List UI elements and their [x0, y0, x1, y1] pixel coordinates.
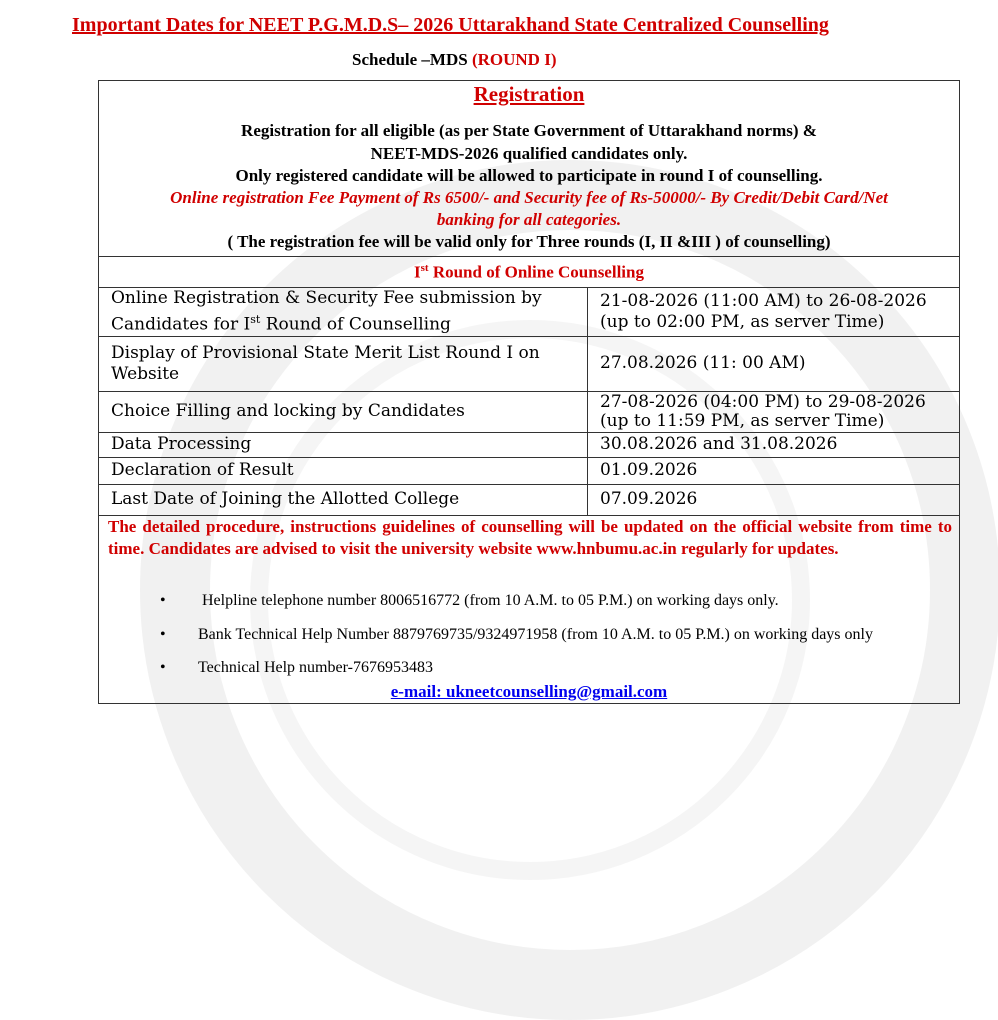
round-heading-sup: st: [420, 262, 429, 274]
date-text: 27.08.2026 (11: 00 AM): [600, 353, 806, 374]
schedule-table: [98, 287, 960, 516]
date-cell: 01.09.2026: [588, 457, 960, 484]
date-cell: 30.08.2026 and 31.08.2026: [588, 432, 960, 457]
registration-fee-line-2: banking for all categories.: [436, 210, 622, 229]
date-cell: [588, 288, 960, 337]
event-text-sup: st: [250, 313, 261, 326]
date-cell: [588, 336, 960, 391]
event-text: Choice Filling and locking by Candidates: [111, 401, 465, 422]
notice-text: The detailed procedure, instructions guidelines of counselling will be updated on the official website from time to time. Candidates are advised to visit the university website www.hnbumu.ac.in regularly for updates.: [108, 517, 952, 558]
event-text-part: Candidates for I: [111, 314, 251, 335]
round-heading: [98, 262, 960, 283]
page-title: Important Dates for NEET P.G.M.D.S– 2026 Uttarakhand State Centralized Counselling: [72, 14, 829, 36]
schedule-heading: [352, 50, 557, 70]
date-text-2: (up to 11:59 PM, as server Time): [600, 410, 885, 431]
registration-validity: ( The registration fee will be valid only for Three rounds (I, II &III ) of counselling): [227, 232, 831, 251]
bullet-icon: •: [160, 626, 166, 643]
event-text-2: Website: [111, 363, 180, 384]
registration-fee-line-1: Online registration Fee Payment of Rs 6500/- and Security fee of Rs-50000/- By Credit/Debit Card/Net: [170, 188, 888, 207]
round-heading-suffix: Round of Online Counselling: [428, 262, 644, 282]
registration-line-1: Registration for all eligible (as per State Government of Uttarakhand norms) &: [241, 121, 817, 140]
round-heading-prefix: I: [414, 262, 421, 282]
section-divider: [98, 256, 960, 257]
list-item-text: Helpline telephone number 8006516772 (from 10 A.M. to 05 P.M.) on working days only.: [202, 592, 779, 609]
event-text: Online Registration & Security Fee submission by: [111, 288, 542, 308]
list-item-text: Bank Technical Help Number 8879769735/9324971958 (from 10 A.M. to 05 P.M.) on working days only: [198, 626, 873, 643]
date-cell: [588, 391, 960, 432]
table-row: [99, 288, 960, 337]
event-text: Display of Provisional State Merit List Round I on: [111, 342, 540, 363]
event-text-2: [111, 309, 575, 336]
event-cell: Last Date of Joining the Allotted College: [99, 484, 588, 515]
date-text-2: (up to 02:00 PM, as server Time): [600, 311, 885, 332]
table-row: [99, 391, 960, 432]
event-cell: Data Processing: [99, 432, 588, 457]
contact-email-link[interactable]: e-mail: ukneetcounselling@gmail.com: [390, 682, 668, 701]
bullet-icon: •: [160, 659, 166, 676]
event-cell: [99, 336, 588, 391]
event-cell: [99, 288, 588, 337]
table-row: [99, 336, 960, 391]
table-row: [99, 432, 960, 457]
bullet-icon: •: [160, 592, 166, 609]
date-cell: 07.09.2026: [588, 484, 960, 515]
event-cell: [99, 391, 588, 432]
event-cell: Declaration of Result: [99, 457, 588, 484]
list-item-text: Technical Help number-7676953483: [198, 659, 433, 676]
date-text: 27-08-2026 (04:00 PM) to 29-08-2026: [600, 391, 926, 412]
schedule-prefix: Schedule –MDS: [352, 50, 468, 69]
registration-line-2: NEET-MDS-2026 qualified candidates only.: [370, 144, 688, 163]
registration-heading: Registration: [473, 82, 585, 106]
date-text: 21-08-2026 (11:00 AM) to 26-08-2026: [600, 290, 927, 311]
event-text-part: Round of Counselling: [260, 314, 451, 335]
table-row: [99, 484, 960, 515]
table-row: [99, 457, 960, 484]
registration-line-3: Only registered candidate will be allowed to participate in round I of counselling.: [235, 166, 823, 185]
schedule-round: (ROUND I): [471, 50, 557, 69]
